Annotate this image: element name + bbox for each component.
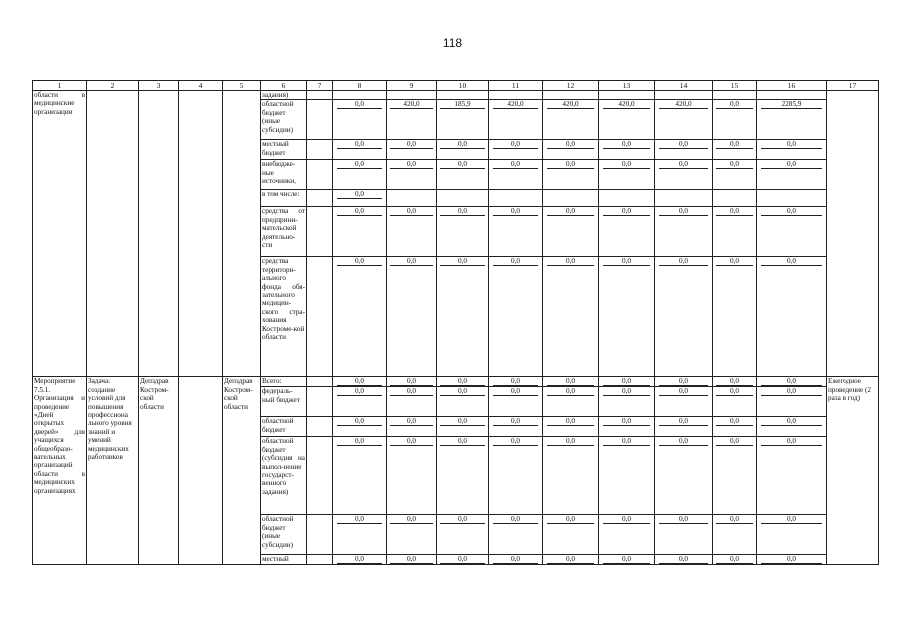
value: 0,0 [603,377,651,386]
value: 0,0 [440,207,484,216]
value-cell [489,207,543,257]
value-cell [437,160,489,190]
cell-col2 [87,91,139,377]
cell-empty [307,140,333,160]
value-cell [599,140,655,160]
value-cell [599,417,655,437]
value-cell [543,160,599,190]
value: 0,0 [716,140,753,149]
value: 0,0 [716,207,753,216]
value-cell [543,140,599,160]
value: 0,0 [493,377,539,386]
value: 0,0 [337,417,383,426]
value: 0,0 [547,257,595,266]
column-header: 15 [713,81,757,91]
value-cell [387,377,437,387]
value: 0,0 [337,207,383,216]
funding-source: федераль-ный бюджет [261,387,307,417]
column-header: 16 [757,81,827,91]
cell-empty [307,387,333,417]
value: 0,0 [603,555,651,564]
value-cell [713,190,757,207]
column-header: 6 [261,81,307,91]
value-cell [387,257,437,377]
value-cell [713,100,757,140]
cell-empty [307,207,333,257]
value: 0,0 [716,387,753,396]
value-cell [333,437,387,515]
value: 0,0 [659,257,709,266]
value: 2285,9 [761,100,821,109]
measure-name: области в медицинские организации [33,91,87,377]
value-cell [387,190,437,207]
value-cell [599,555,655,565]
column-header: 4 [179,81,223,91]
column-header: 1 [33,81,87,91]
value-cell [655,437,713,515]
cell-empty [307,91,333,100]
value: 0,0 [603,140,651,149]
value: 0,0 [440,140,484,149]
value: 0,0 [761,437,821,446]
value: 0,0 [716,257,753,266]
value: 0,0 [440,555,484,564]
value: 0,0 [659,437,709,446]
cell-col3: Депздрав Костром-ской области [139,377,179,565]
cell-col17 [827,91,879,377]
value-cell [333,515,387,555]
value: 0,0 [761,417,821,426]
column-header: 7 [307,81,333,91]
value-cell [757,437,827,515]
value-cell [387,555,437,565]
value: 0,0 [390,555,432,564]
value: 0,0 [390,257,432,266]
value-cell [599,91,655,100]
budget-table [32,80,879,565]
cell-empty [307,555,333,565]
value-cell [437,207,489,257]
value-cell [333,417,387,437]
value-cell [387,160,437,190]
value-cell [543,207,599,257]
column-header: 9 [387,81,437,91]
value-cell [599,437,655,515]
value-cell [655,515,713,555]
value-cell [387,387,437,417]
value: 0,0 [390,377,432,386]
value: 0,0 [390,387,432,396]
value-cell [713,437,757,515]
value: 0,0 [761,207,821,216]
value-cell [489,190,543,207]
value: 0,0 [337,377,383,386]
value: 0,0 [547,140,595,149]
value-cell [333,207,387,257]
value-cell [713,207,757,257]
value: 0,0 [547,387,595,396]
value-cell [387,207,437,257]
value: 185,9 [440,100,484,109]
value-cell [333,160,387,190]
value-cell [757,555,827,565]
value-cell [333,91,387,100]
value: 0,0 [390,417,432,426]
value-cell [489,91,543,100]
value-cell [713,377,757,387]
cell-empty [179,91,223,377]
value-cell [713,555,757,565]
value-cell [543,555,599,565]
funding-source: в том числе: [261,190,307,207]
value: 0,0 [493,257,539,266]
value: 0,0 [493,515,539,524]
value-cell [599,100,655,140]
value-cell [543,100,599,140]
value-cell [757,377,827,387]
value: 420,0 [493,100,539,109]
value: 420,0 [603,100,651,109]
value-cell [543,377,599,387]
value: 0,0 [390,160,432,169]
value: 0,0 [493,207,539,216]
value: 0,0 [493,417,539,426]
value-cell [543,91,599,100]
column-header: 2 [87,81,139,91]
value: 0,0 [761,515,821,524]
value: 420,0 [659,100,709,109]
value-cell [437,140,489,160]
cell-empty [307,515,333,555]
value-cell [599,377,655,387]
value: 0,0 [603,207,651,216]
value: 0,0 [659,555,709,564]
cell-empty [307,190,333,207]
funding-source: внебюдже-ные источники, [261,160,307,190]
value: 0,0 [337,190,383,199]
value: 0,0 [337,100,383,109]
value: 0,0 [547,555,595,564]
value: 0,0 [547,437,595,446]
cell-col17: Ежегодное проведение (2 раза в год) [827,377,879,565]
value: 0,0 [337,555,383,564]
value-cell [333,100,387,140]
value: 0,0 [603,515,651,524]
cell-col3 [139,91,179,377]
value: 0,0 [493,160,539,169]
column-header: 5 [223,81,261,91]
funding-source: Всего: [261,377,307,387]
value-cell [437,100,489,140]
value-cell [543,417,599,437]
value: 0,0 [716,377,753,386]
value-cell [713,417,757,437]
funding-source: областной бюджет (субсидия на выпол-нение государст-венного задания) [261,437,307,515]
value-cell [387,417,437,437]
value-cell [655,207,713,257]
cell-empty [307,417,333,437]
value-cell [599,387,655,417]
header-row [33,81,879,91]
value: 0,0 [337,160,383,169]
value: 0,0 [716,437,753,446]
value-cell [757,417,827,437]
column-header: 13 [599,81,655,91]
value: 0,0 [337,515,383,524]
cell-col5 [223,91,261,377]
value: 0,0 [761,160,821,169]
value-cell [655,257,713,377]
value-cell [757,207,827,257]
measure-name: Мероприятие 7.5.1. Организация и проведение «Дней открытых дверей» для учащихся общеобразо-вательных организаций области в медицинских организациях [33,377,87,565]
value: 0,0 [547,207,595,216]
value: 0,0 [659,140,709,149]
value: 0,0 [440,257,484,266]
value: 0,0 [716,417,753,426]
value-cell [437,257,489,377]
value: 0,0 [761,555,821,564]
value-cell [489,160,543,190]
value-cell [543,387,599,417]
value: 0,0 [440,515,484,524]
value-cell [713,160,757,190]
value: 0,0 [493,387,539,396]
value-cell [713,91,757,100]
value-cell [489,257,543,377]
cell-empty [307,160,333,190]
value-cell [543,257,599,377]
value: 0,0 [337,257,383,266]
value: 0,0 [761,387,821,396]
value-cell [543,190,599,207]
value: 0,0 [659,515,709,524]
value: 0,0 [337,437,383,446]
column-header: 10 [437,81,489,91]
page-number: 118 [442,36,463,50]
value: 0,0 [761,140,821,149]
value: 0,0 [659,417,709,426]
value: 0,0 [440,377,484,386]
value: 0,0 [659,377,709,386]
value-cell [437,515,489,555]
value-cell [713,387,757,417]
value-cell [655,91,713,100]
value-cell [387,140,437,160]
value: 0,0 [547,417,595,426]
value: 0,0 [603,160,651,169]
value-cell [437,437,489,515]
value: 420,0 [390,100,432,109]
value-cell [543,437,599,515]
cell-empty [307,377,333,387]
value: 0,0 [547,377,595,386]
value: 0,0 [716,515,753,524]
value-cell [489,417,543,437]
value: 0,0 [337,387,383,396]
value: 0,0 [493,555,539,564]
value-cell [713,515,757,555]
value: 0,0 [493,437,539,446]
value-cell [655,100,713,140]
value-cell [655,387,713,417]
value: 0,0 [659,387,709,396]
value-cell [437,190,489,207]
value-cell [655,140,713,160]
value: 0,0 [493,140,539,149]
value-cell [437,555,489,565]
table-row [33,377,879,387]
value-cell [489,377,543,387]
value: 0,0 [716,555,753,564]
value: 0,0 [390,140,432,149]
value: 0,0 [716,100,753,109]
column-header: 12 [543,81,599,91]
column-header: 3 [139,81,179,91]
value-cell [757,387,827,417]
value-cell [333,377,387,387]
table-row [33,91,879,100]
value-cell [713,257,757,377]
value-cell [655,555,713,565]
value-cell [437,377,489,387]
value: 0,0 [761,257,821,266]
cell-empty [307,437,333,515]
funding-source: средства территори-ального фонда обя-зательного медицин-ского стра-хования Костроме-кой области [261,257,307,377]
funding-source: областной бюджет (иные субсидии) [261,100,307,140]
cell-empty [179,377,223,565]
value-cell [437,91,489,100]
value-cell [437,387,489,417]
cell-col5: Депздрав Костром-ской области [223,377,261,565]
value: 0,0 [659,160,709,169]
value: 420,0 [547,100,595,109]
value: 0,0 [761,377,821,386]
value-cell [599,257,655,377]
value-cell [387,515,437,555]
value-cell [655,160,713,190]
value-cell [599,207,655,257]
value: 0,0 [547,160,595,169]
value: 0,0 [716,160,753,169]
value-cell [757,140,827,160]
funding-source: областной бюджет [261,417,307,437]
value-cell [489,100,543,140]
value-cell [713,140,757,160]
value-cell [757,91,827,100]
column-header: 8 [333,81,387,91]
value-cell [757,190,827,207]
value-cell [599,160,655,190]
column-header: 17 [827,81,879,91]
value: 0,0 [440,417,484,426]
funding-source: средства от предприни-мательской деятельно-сти [261,207,307,257]
value-cell [333,257,387,377]
value-cell [387,437,437,515]
value-cell [489,515,543,555]
value: 0,0 [390,515,432,524]
value: 0,0 [603,257,651,266]
funding-source: местный [261,555,307,565]
column-header: 14 [655,81,713,91]
value: 0,0 [603,437,651,446]
value-cell [333,387,387,417]
value-cell [599,190,655,207]
value-cell [757,257,827,377]
funding-source: областной бюджет (иные субсидии) [261,515,307,555]
funding-source: задания) [261,91,307,100]
value: 0,0 [547,515,595,524]
cell-col2: Задача: создание условий для повышения профессиона льного уровня знаний и умений медицинских работников [87,377,139,565]
value-cell [599,515,655,555]
value: 0,0 [440,437,484,446]
value-cell [757,515,827,555]
value-cell [437,417,489,437]
value-cell [387,100,437,140]
value-cell [757,160,827,190]
value-cell [333,190,387,207]
value-cell [387,91,437,100]
value: 0,0 [390,207,432,216]
value-cell [543,515,599,555]
value: 0,0 [440,387,484,396]
value-cell [489,387,543,417]
value-cell [333,140,387,160]
value-cell [333,555,387,565]
value: 0,0 [659,207,709,216]
value: 0,0 [440,160,484,169]
value-cell [757,100,827,140]
cell-empty [307,100,333,140]
value: 0,0 [603,417,651,426]
value: 0,0 [390,437,432,446]
value-cell [489,555,543,565]
value-cell [655,377,713,387]
value: 0,0 [603,387,651,396]
value: 0,0 [337,140,383,149]
funding-source: местный бюджет [261,140,307,160]
column-header: 11 [489,81,543,91]
value-cell [489,437,543,515]
value-cell [489,140,543,160]
cell-empty [307,257,333,377]
value-cell [655,190,713,207]
value-cell [655,417,713,437]
